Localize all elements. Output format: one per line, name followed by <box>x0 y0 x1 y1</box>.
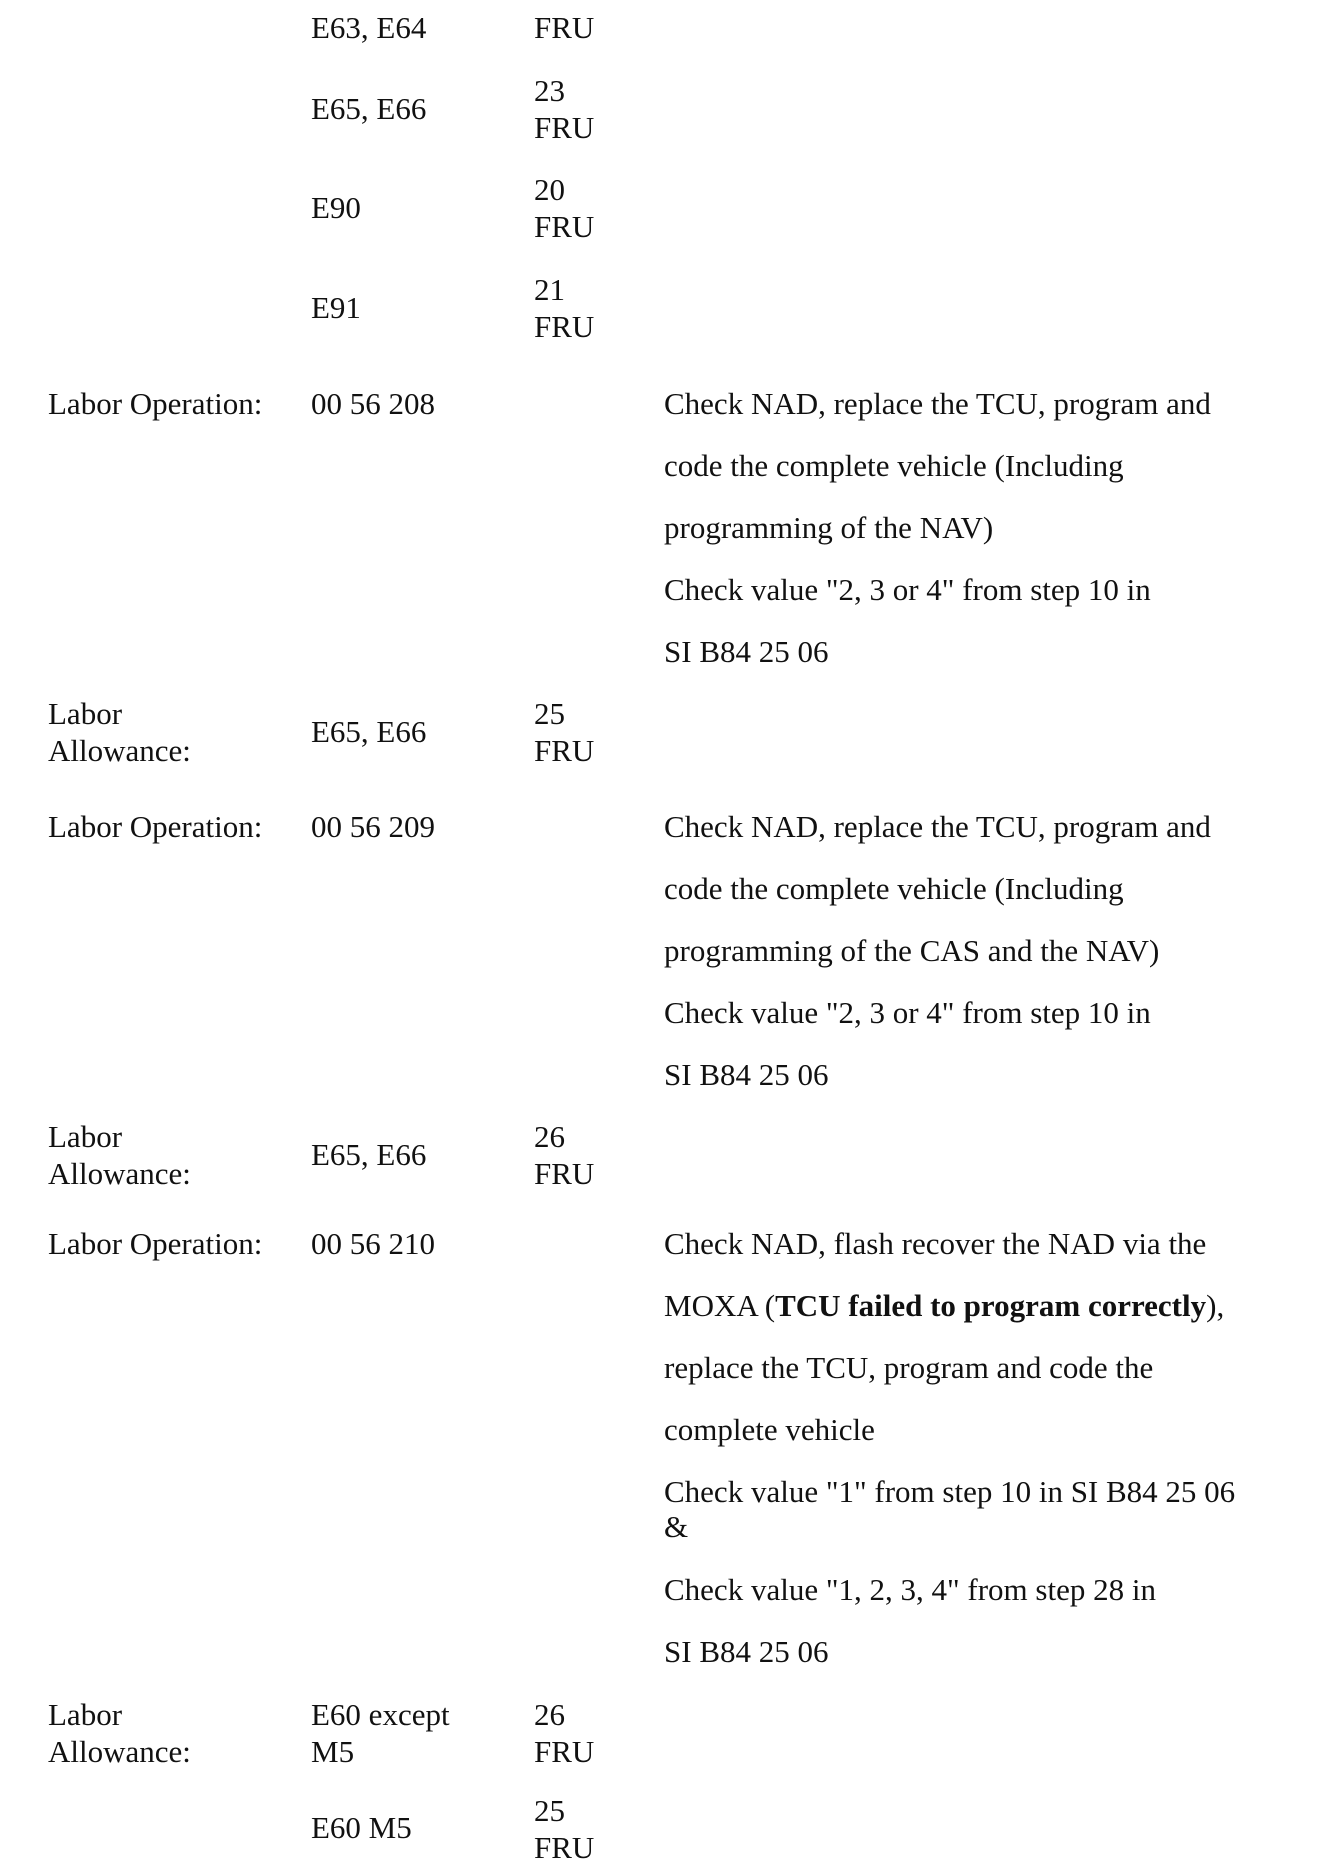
fru-value <box>534 1792 594 1866</box>
allowance-model: E65, E66 <box>311 1137 427 1172</box>
fru-number: 21 <box>534 272 565 307</box>
allowance-model: E60 M5 <box>311 1810 412 1845</box>
fru-number: 25 <box>534 1793 565 1828</box>
description-line: SI B84 25 06 <box>664 634 829 669</box>
description-line: Check value "2, 3 or 4" from step 10 in <box>664 995 1151 1030</box>
fru-value <box>534 695 594 769</box>
labor-operation-label: Labor Operation: <box>48 386 263 421</box>
description-line: Check value "1" from step 10 in SI B84 25 06 <box>664 1474 1236 1509</box>
fru-value <box>534 271 594 345</box>
labor-operation-label: Labor Operation: <box>48 1226 263 1261</box>
description-text: ), <box>1206 1288 1225 1323</box>
model-e65-e66: E65, E66 <box>311 91 427 126</box>
description-line: programming of the CAS and the NAV) <box>664 933 1160 968</box>
description-line: Check NAD, replace the TCU, program and <box>664 809 1211 844</box>
description-line: complete vehicle <box>664 1412 875 1447</box>
labor-operation-code: 00 56 209 <box>311 809 435 844</box>
model-line: E60 except <box>311 1697 450 1732</box>
label-line: Labor <box>48 1119 123 1154</box>
fru-unit: FRU <box>534 1156 595 1191</box>
allowance-model <box>311 1696 450 1770</box>
fru-number: 25 <box>534 696 565 731</box>
description-emphasis: TCU failed to program correctly <box>775 1288 1207 1323</box>
fru-value <box>534 1696 594 1770</box>
label-line: Labor <box>48 1697 123 1732</box>
fru-value <box>534 171 594 245</box>
fru-unit: FRU <box>534 733 595 768</box>
description-line <box>664 1290 1224 1321</box>
labor-allowance-label <box>48 1696 191 1770</box>
fru-unit: FRU <box>534 209 595 244</box>
labor-operation-label: Labor Operation: <box>48 809 263 844</box>
fru-value <box>534 72 594 146</box>
description-line: & <box>664 1509 689 1544</box>
fru-number: 20 <box>534 172 565 207</box>
description-line: Check NAD, replace the TCU, program and <box>664 386 1211 421</box>
description-line: Check value "1, 2, 3, 4" from step 28 in <box>664 1572 1156 1607</box>
labor-allowance-label <box>48 1118 191 1192</box>
labor-operation-code: 00 56 210 <box>311 1226 435 1261</box>
labor-allowance-label <box>48 695 191 769</box>
fru-number: 26 <box>534 1119 565 1154</box>
label-line: Allowance: <box>48 1734 191 1769</box>
description-line: Check NAD, flash recover the NAD via the <box>664 1226 1207 1261</box>
fru-value <box>534 1118 594 1192</box>
label-line: Allowance: <box>48 733 191 768</box>
description-line: Check value "2, 3 or 4" from step 10 in <box>664 572 1151 607</box>
model-line: M5 <box>311 1734 355 1769</box>
allowance-model: E65, E66 <box>311 714 427 749</box>
description-line: code the complete vehicle (Including <box>664 448 1124 483</box>
description-line: SI B84 25 06 <box>664 1057 829 1092</box>
label-line: Allowance: <box>48 1156 191 1191</box>
description-line: SI B84 25 06 <box>664 1634 829 1669</box>
fru-number: 23 <box>534 73 565 108</box>
description-line: replace the TCU, program and code the <box>664 1350 1154 1385</box>
labor-operation-code: 00 56 208 <box>311 386 435 421</box>
description-line: programming of the NAV) <box>664 510 994 545</box>
description-line: code the complete vehicle (Including <box>664 871 1124 906</box>
label-line: Labor <box>48 696 123 731</box>
model-e91: E91 <box>311 290 361 325</box>
fru-number: 26 <box>534 1697 565 1732</box>
model-e63-e64: E63, E64 <box>311 10 427 45</box>
model-e90: E90 <box>311 190 361 225</box>
fru-unit: FRU <box>534 10 595 45</box>
fru-unit: FRU <box>534 309 595 344</box>
description-text: MOXA ( <box>664 1288 776 1323</box>
fru-unit: FRU <box>534 110 595 145</box>
fru-unit: FRU <box>534 1734 595 1769</box>
fru-unit: FRU <box>534 1830 595 1865</box>
